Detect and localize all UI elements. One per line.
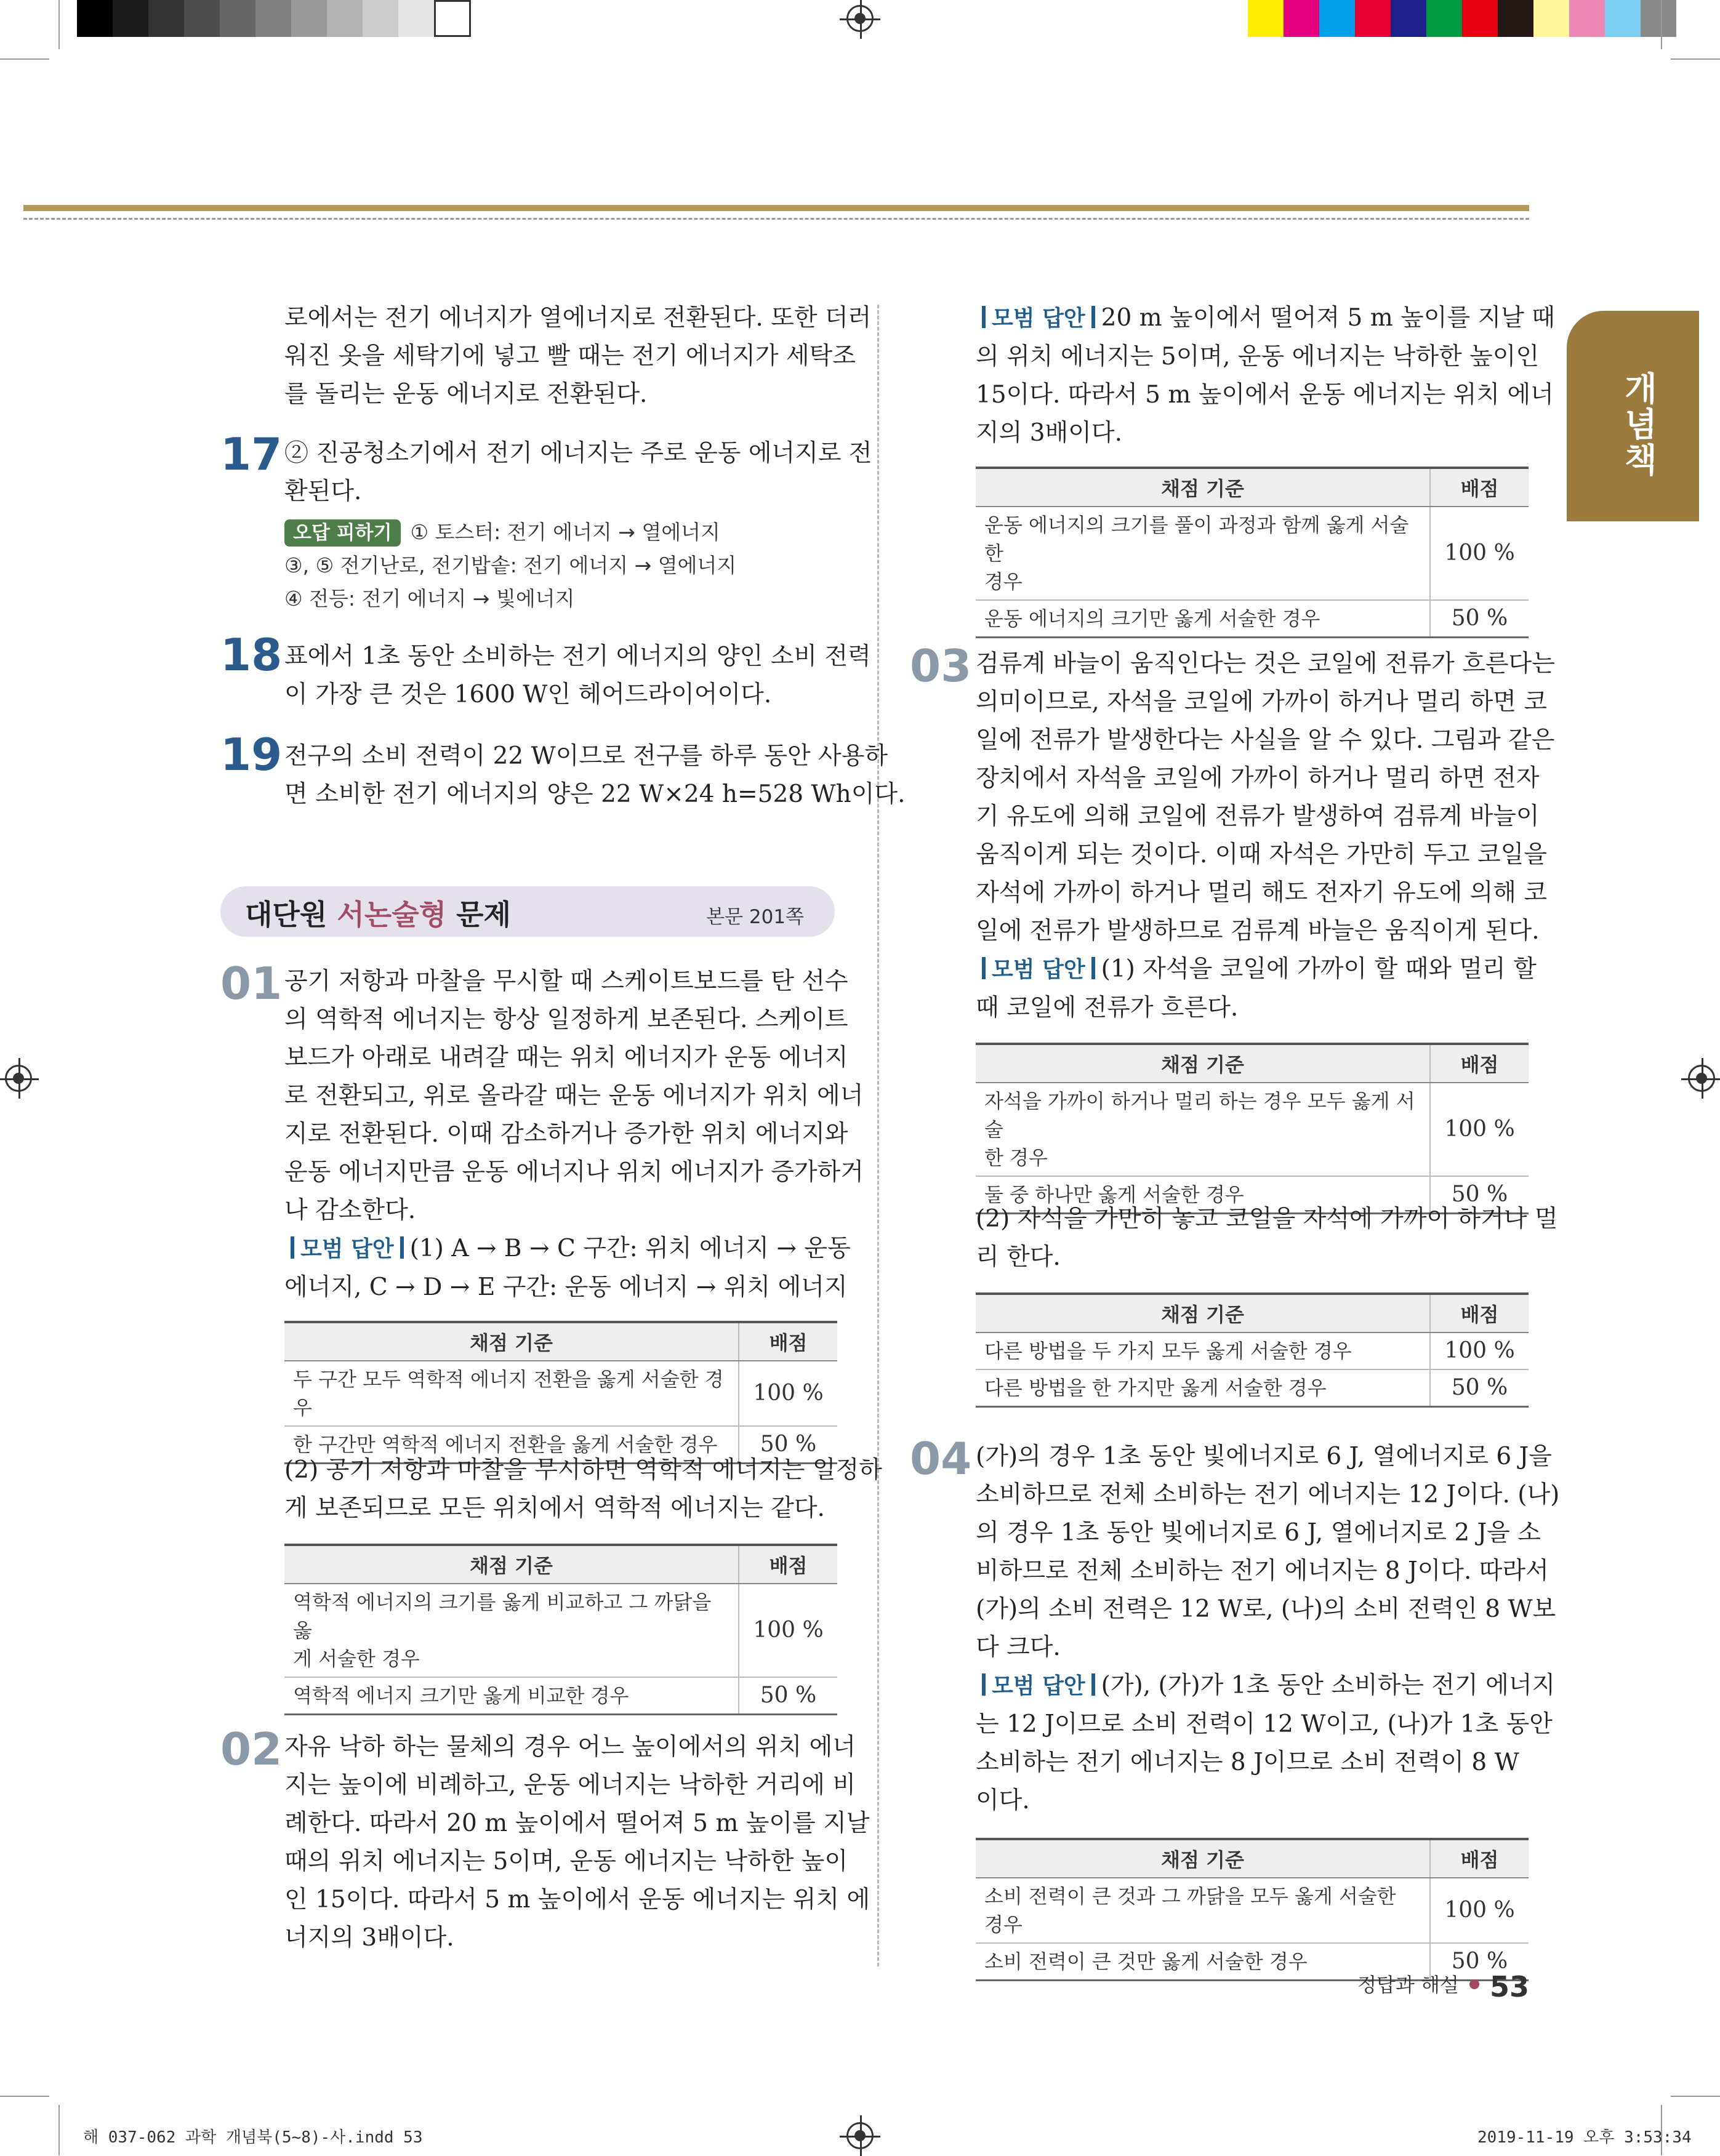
q01-model-answer-1 <box>284 1230 851 1307</box>
header-gold-rule <box>23 205 1529 211</box>
text-line: 면 소비한 전기 에너지의 양은 22 W×24 h=528 Wh이다. <box>284 780 906 808</box>
question-number: 18 <box>220 629 283 681</box>
crop-mark <box>0 2096 49 2097</box>
section-title <box>245 892 511 933</box>
text-line: 소비하는 전기 에너지는 8 J이므로 소비 전력이 8 W <box>976 1749 1519 1776</box>
question-number: 04 <box>910 1433 972 1485</box>
model-answer-tag: 모범 답안 <box>976 1673 1101 1699</box>
text-line: 보드가 아래로 내려갈 때는 위치 에너지가 운동 에너지 <box>284 1044 848 1072</box>
q04-criteria-table <box>976 1838 1529 1981</box>
q02-explanation <box>284 1728 870 1957</box>
text-line: (가)의 경우 1초 동안 빛에너지로 6 J, 열에너지로 6 J을 <box>976 1443 1552 1470</box>
table-row: 소비 전력이 큰 것과 그 까닭을 모두 옳게 서술한 경우 100 % <box>976 1878 1529 1943</box>
crop-mark <box>1661 0 1662 49</box>
table-header-score: 배점 <box>739 1322 837 1361</box>
text-line: 지의 3배이다. <box>976 419 1122 447</box>
footer-label: 정답과 해설 <box>1357 1973 1459 1997</box>
text-line: 로 전환되고, 위로 올라갈 때는 운동 에너지가 위치 에너 <box>284 1082 864 1110</box>
crop-mark <box>58 0 60 49</box>
text-line: 표에서 1초 동안 소비하는 전기 에너지의 양인 소비 전력 <box>284 643 871 670</box>
section-header <box>220 886 835 937</box>
q03-criteria-table-1 <box>976 1043 1529 1214</box>
section-title-c: 문제 <box>446 898 511 931</box>
text-line: 자석에 가까이 하거나 멀리 해도 전자기 유도에 의해 코 <box>976 879 1548 907</box>
table-header-criteria: 채점 기준 <box>976 1044 1430 1083</box>
q04-explanation <box>976 1438 1560 1667</box>
text-line: 례한다. 따라서 20 m 높이에서 떨어져 5 m 높이를 지날 <box>284 1809 870 1837</box>
table-row: 운동 에너지의 크기만 옳게 서술한 경우 50 % <box>976 600 1529 638</box>
q17-note-1 <box>284 516 720 549</box>
text-line: 에너지, C → D → E 구간: 운동 에너지 → 위치 에너지 <box>284 1273 848 1301</box>
text-line: 운동 에너지만큼 운동 에너지나 위치 에너지가 증가하거 <box>284 1158 864 1186</box>
text-line: 20 m 높이에서 떨어져 5 m 높이를 지날 때 <box>1101 304 1555 332</box>
table-row: 한 구간만 역학적 에너지 전환을 옳게 서술한 경우 50 % <box>284 1426 837 1464</box>
text-line: 인 15이다. 따라서 5 m 높이에서 운동 에너지는 위치 에 <box>284 1886 870 1914</box>
table-row: 둘 중 하나만 옳게 서술한 경우 50 % <box>976 1176 1529 1214</box>
text-line: 일에 전류가 발생하므로 검류계 바늘은 움직이게 된다. <box>976 917 1540 945</box>
table-row: 자석을 가까이 하거나 멀리 하는 경우 모두 옳게 서술 한 경우 100 % <box>976 1083 1529 1176</box>
registration-mark-left <box>5 1065 32 1092</box>
footer-dot-icon <box>1469 1979 1479 1989</box>
text-line: 의 경우 1초 동안 빛에너지로 6 J, 열에너지로 2 J을 소 <box>976 1519 1541 1547</box>
table-row: 두 구간 모두 역학적 에너지 전환을 옳게 서술한 경우 100 % <box>284 1361 837 1426</box>
table-header-criteria: 채점 기준 <box>976 468 1430 507</box>
table-row: 운동 에너지의 크기를 풀이 과정과 함께 옳게 서술한 경우 100 % <box>976 507 1529 600</box>
text-line: (가), (가)가 1초 동안 소비하는 전기 에너지 <box>1101 1672 1556 1699</box>
registration-mark-top <box>846 5 874 32</box>
text-line: 지는 높이에 비례하고, 운동 에너지는 낙하한 거리에 비 <box>284 1771 856 1799</box>
q01-criteria-table-2 <box>284 1544 837 1715</box>
question-number: 03 <box>910 640 972 692</box>
text-line: 환된다. <box>284 478 362 505</box>
text-line: 움직이게 되는 것이다. 이때 자석은 가만히 두고 코일을 <box>976 841 1548 868</box>
text-line: 15이다. 따라서 5 m 높이에서 운동 에너지는 위치 에너 <box>976 381 1554 409</box>
text-line: 나 감소한다. <box>284 1196 416 1224</box>
table-header-score: 배점 <box>1430 1044 1529 1083</box>
table-header-score: 배점 <box>1430 1294 1529 1332</box>
q19-answer <box>284 737 906 814</box>
question-number: 01 <box>220 958 283 1009</box>
text-line: 장치에서 자석을 코일에 가까이 하거나 멀리 하면 전자 <box>976 764 1540 792</box>
text-line: 일에 전류가 발생한다는 사실을 알 수 있다. 그림과 같은 <box>976 726 1555 754</box>
chapter-tab-label: 개념책 <box>1619 371 1658 478</box>
q01-criteria-table-1 <box>284 1321 837 1464</box>
text-line: 의 위치 에너지는 5이며, 운동 에너지는 낙하한 높이인 <box>976 343 1540 371</box>
q01-explanation <box>284 963 864 1230</box>
text-line: 이다. <box>976 1787 1030 1814</box>
model-answer-tag: 모범 답안 <box>284 1236 410 1262</box>
q04-model-answer <box>976 1667 1556 1820</box>
section-title-accent: 서논술형 <box>337 898 447 931</box>
q18-answer <box>284 638 871 714</box>
q03-criteria-table-2 <box>976 1292 1529 1408</box>
text-line: 워진 옷을 세탁기에 넣고 빨 때는 전기 에너지가 세탁조 <box>284 342 856 370</box>
q02-model-answer <box>976 299 1555 452</box>
text-line: (1) A → B → C 구간: 위치 에너지 → 운동 <box>409 1235 851 1262</box>
q01-model-answer-2 <box>284 1451 882 1528</box>
registration-mark-bottom <box>846 2122 874 2149</box>
table-row: 소비 전력이 큰 것만 옳게 서술한 경우 50 % <box>976 1943 1529 1981</box>
text-line: 자유 낙하 하는 물체의 경우 어느 높이에서의 위치 에너 <box>284 1733 856 1761</box>
text-line: 지로 전환된다. 이때 감소하거나 증가한 위치 에너지와 <box>284 1120 848 1148</box>
section-title-a: 대단원 <box>245 898 337 931</box>
crop-mark <box>1671 2096 1720 2097</box>
table-row: 역학적 에너지의 크기를 옳게 비교하고 그 까닭을 옳 게 서술한 경우 100 % <box>284 1584 837 1677</box>
table-header-score: 배점 <box>1430 1839 1529 1878</box>
q17-answer <box>284 435 872 511</box>
table-row: 다른 방법을 두 가지 모두 옳게 서술한 경우 100 % <box>976 1332 1529 1369</box>
text-line: 리 한다. <box>976 1243 1061 1271</box>
text-line: (2) 자석을 가만히 놓고 코일을 자석에 가까이 하거나 멀 <box>976 1205 1558 1233</box>
question-number: 19 <box>220 729 283 780</box>
print-slug-date: 2019-11-19 오후 3:53:34 <box>1477 2128 1692 2147</box>
table-header-criteria: 채점 기준 <box>284 1322 739 1361</box>
text-line: 때 코일에 전류가 흐른다. <box>976 994 1239 1022</box>
text-line: 때의 위치 에너지는 5이며, 운동 에너지는 낙하한 높이 <box>284 1848 848 1875</box>
table-row: 역학적 에너지 크기만 옳게 비교한 경우 50 % <box>284 1677 837 1715</box>
text-line: (2) 공기 저항과 마찰을 무시하면 역학적 에너지는 일정하 <box>284 1456 882 1484</box>
text-line: 게 보존되므로 모든 위치에서 역학적 에너지는 같다. <box>284 1494 825 1522</box>
table-row: 다른 방법을 한 가지만 옳게 서술한 경우 50 % <box>976 1369 1529 1407</box>
registration-mark-right <box>1688 1065 1715 1092</box>
text-line: 전구의 소비 전력이 22 W이므로 전구를 하루 동안 사용하 <box>284 742 888 770</box>
wrong-answer-badge: 오답 피하기 <box>284 519 401 547</box>
text-line: 비하므로 전체 소비하는 전기 에너지는 8 J이다. 따라서 <box>976 1557 1549 1585</box>
crop-mark <box>58 2105 60 2155</box>
text-line: (가)의 소비 전력은 12 W로, (나)의 소비 전력인 8 W보 <box>976 1595 1556 1623</box>
text-line: (1) 자석을 코일에 가까이 할 때와 멀리 할 <box>1101 955 1537 983</box>
page-number: 53 <box>1489 1970 1529 2003</box>
table-header-score: 배점 <box>739 1545 837 1584</box>
table-header-score: 배점 <box>1430 468 1529 507</box>
text-line: 로에서는 전기 에너지가 열에너지로 전환된다. 또한 더러 <box>284 304 872 332</box>
q17-note-3: ④ 전등: 전기 에너지 → 빛에너지 <box>284 587 575 611</box>
column-divider <box>877 305 879 1966</box>
note-text: ① 토스터: 전기 에너지 → 열에너지 <box>410 520 720 544</box>
text-line: 는 12 J이므로 소비 전력이 12 W이고, (나)가 1초 동안 <box>976 1710 1553 1738</box>
table-header-criteria: 채점 기준 <box>976 1294 1430 1332</box>
model-answer-tag: 모범 답안 <box>976 957 1101 982</box>
q02-criteria-table <box>976 467 1529 638</box>
text-line: 너지의 3배이다. <box>284 1924 454 1952</box>
q03-model-answer-1 <box>976 950 1537 1027</box>
q17-note-2: ③, ⑤ 전기난로, 전기밥솥: 전기 에너지 → 열에너지 <box>284 553 737 577</box>
text-line: 검류계 바늘이 움직인다는 것은 코일에 전류가 흐른다는 <box>976 650 1555 678</box>
text-line: 기 유도에 의해 코일에 전류가 발생하여 검류계 바늘이 <box>976 803 1540 830</box>
text-line: 소비하므로 전체 소비하는 전기 에너지는 12 J이다. (나) <box>976 1481 1560 1509</box>
question-number: 02 <box>220 1723 283 1775</box>
text-line: ② 진공청소기에서 전기 에너지는 주로 운동 에너지로 전 <box>284 439 872 467</box>
crop-mark <box>0 58 49 60</box>
table-header-criteria: 채점 기준 <box>976 1839 1430 1878</box>
question-number: 17 <box>220 428 283 480</box>
text-line: 를 돌리는 운동 에너지로 전환된다. <box>284 380 648 408</box>
text-line: 공기 저항과 마찰을 무시할 때 스케이트보드를 탄 선수 <box>284 968 848 995</box>
q03-model-answer-2 <box>976 1200 1558 1276</box>
q03-explanation <box>976 645 1555 950</box>
model-answer-tag: 모범 답안 <box>976 306 1101 331</box>
page-footer <box>1357 1970 1529 2003</box>
text-line: 다 크다. <box>976 1633 1061 1661</box>
crop-mark <box>1671 58 1720 60</box>
print-slug-file: 해 037-062 과학 개념북(5~8)-사.indd 53 <box>83 2128 423 2147</box>
text-line: 의미이므로, 자석을 코일에 가까이 하거나 멀리 하면 코 <box>976 688 1548 716</box>
header-dashed-rule <box>23 218 1529 220</box>
text-line: 의 역학적 에너지는 항상 일정하게 보존된다. 스케이트 <box>284 1006 848 1033</box>
table-header-criteria: 채점 기준 <box>284 1545 739 1584</box>
section-page-ref: 본문 201쪽 <box>706 906 804 928</box>
text-line: 이 가장 큰 것은 1600 W인 헤어드라이어이다. <box>284 681 772 708</box>
intro-paragraph <box>284 299 872 414</box>
